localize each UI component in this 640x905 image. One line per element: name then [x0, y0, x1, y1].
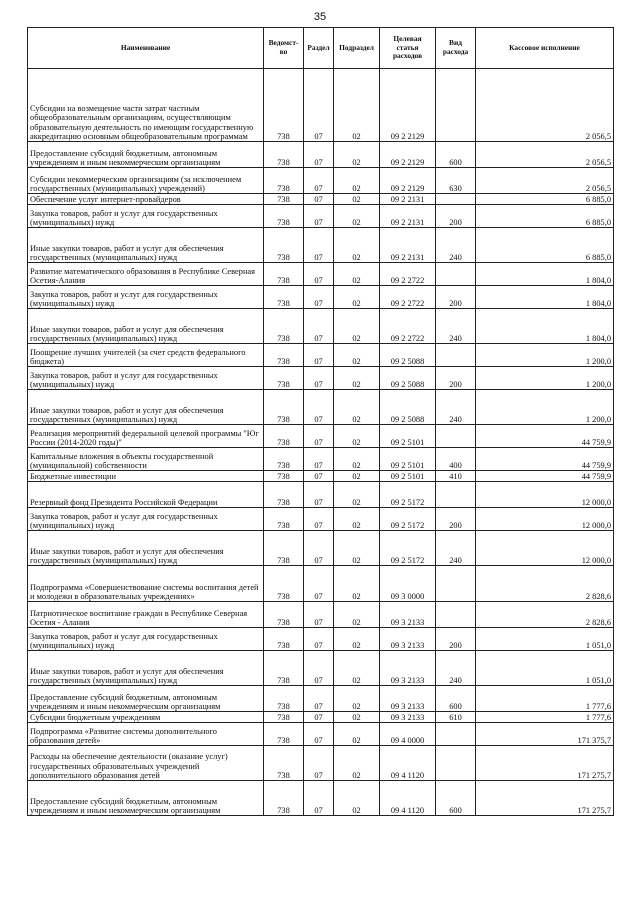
- row-section: 07: [304, 628, 334, 651]
- row-amount: 6 885,0: [476, 194, 614, 205]
- row-amount: 2 056,5: [476, 69, 614, 142]
- row-expense-type: 410: [436, 471, 476, 482]
- row-department: 738: [264, 531, 304, 566]
- row-expense-type: 200: [436, 286, 476, 309]
- row-department: 738: [264, 508, 304, 531]
- row-amount: 1 051,0: [476, 628, 614, 651]
- row-department: 738: [264, 602, 304, 628]
- row-expense-type: 200: [436, 367, 476, 390]
- row-amount: 2 056,5: [476, 142, 614, 168]
- row-expense-type: 240: [436, 390, 476, 425]
- row-department: 738: [264, 168, 304, 194]
- row-name: Иные закупки товаров, работ и услуг для обеспечения государственных (муниципальных) нужд: [28, 651, 264, 686]
- row-target-article: 09 2 5088: [380, 390, 436, 425]
- row-target-article: 09 2 5101: [380, 448, 436, 471]
- table-row: [28, 344, 614, 367]
- row-section: 07: [304, 228, 334, 263]
- row-subsection: 02: [334, 471, 380, 482]
- table-row: [28, 367, 614, 390]
- row-amount: 2 828,6: [476, 602, 614, 628]
- row-amount: 1 200,0: [476, 344, 614, 367]
- row-name: Субсидии бюджетным учреждениям: [28, 712, 264, 723]
- row-target-article: 09 2 2129: [380, 142, 436, 168]
- row-name: Обеспечение услуг интернет-провайдеров: [28, 194, 264, 205]
- row-department: 738: [264, 425, 304, 448]
- column-header-name: Наименование: [28, 28, 264, 69]
- row-name: Резервный фонд Президента Российской Федерации: [28, 482, 264, 508]
- row-amount: 44 759,9: [476, 471, 614, 482]
- row-section: 07: [304, 205, 334, 228]
- row-amount: 1 051,0: [476, 651, 614, 686]
- row-subsection: 02: [334, 309, 380, 344]
- row-target-article: 09 4 1120: [380, 746, 436, 781]
- row-name: Иные закупки товаров, работ и услуг для обеспечения государственных (муниципальных) нужд: [28, 309, 264, 344]
- row-target-article: 09 2 5172: [380, 482, 436, 508]
- row-subsection: 02: [334, 628, 380, 651]
- row-amount: 1 200,0: [476, 367, 614, 390]
- row-section: 07: [304, 602, 334, 628]
- row-section: 07: [304, 142, 334, 168]
- row-name: Предоставление субсидий бюджетным, автономным учреждениям и иным некоммерческим организациям: [28, 686, 264, 712]
- row-subsection: 02: [334, 712, 380, 723]
- row-section: 07: [304, 781, 334, 816]
- table-row: [28, 69, 614, 142]
- row-subsection: 02: [334, 602, 380, 628]
- row-target-article: 09 2 2131: [380, 194, 436, 205]
- row-expense-type: 240: [436, 228, 476, 263]
- row-name: Иные закупки товаров, работ и услуг для обеспечения государственных (муниципальных) нужд: [28, 228, 264, 263]
- row-name: Поощрение лучших учителей (за счет средств федерального бюджета): [28, 344, 264, 367]
- budget-table: [27, 27, 614, 816]
- table-row: [28, 566, 614, 602]
- row-name: Капитальные вложения в объекты государственной (муниципальной) собственности: [28, 448, 264, 471]
- row-expense-type: 240: [436, 531, 476, 566]
- table-row: [28, 448, 614, 471]
- row-target-article: 09 2 2129: [380, 168, 436, 194]
- row-target-article: 09 2 2722: [380, 286, 436, 309]
- table-row: [28, 508, 614, 531]
- row-name: Закупка товаров, работ и услуг для государственных (муниципальных) нужд: [28, 628, 264, 651]
- row-subsection: 02: [334, 781, 380, 816]
- row-amount: 6 885,0: [476, 228, 614, 263]
- row-department: 738: [264, 263, 304, 286]
- row-amount: 6 885,0: [476, 205, 614, 228]
- row-section: 07: [304, 367, 334, 390]
- row-amount: 171 375,7: [476, 723, 614, 746]
- row-target-article: 09 4 1120: [380, 781, 436, 816]
- table-row: [28, 471, 614, 482]
- row-name: Реализация мероприятий федеральной целевой программы "Юг России (2014-2020 годы)": [28, 425, 264, 448]
- row-expense-type: [436, 723, 476, 746]
- column-header-section: Раздел: [304, 28, 334, 69]
- row-name: Патриотическое воспитание граждан в Республике Северная Осетия - Алания: [28, 602, 264, 628]
- row-name: Бюджетные инвестиции: [28, 471, 264, 482]
- row-expense-type: 200: [436, 628, 476, 651]
- row-amount: 2 056,5: [476, 168, 614, 194]
- table-row: [28, 746, 614, 781]
- row-subsection: 02: [334, 168, 380, 194]
- row-name: Предоставление субсидий бюджетным, автономным учреждениям и иным некоммерческим организациям: [28, 142, 264, 168]
- row-amount: 1 804,0: [476, 309, 614, 344]
- row-expense-type: [436, 566, 476, 602]
- row-expense-type: [436, 482, 476, 508]
- table-row: [28, 781, 614, 816]
- row-expense-type: [436, 602, 476, 628]
- table-row: [28, 142, 614, 168]
- table-header-row: [28, 28, 614, 69]
- row-name: Иные закупки товаров, работ и услуг для обеспечения государственных (муниципальных) нужд: [28, 531, 264, 566]
- row-subsection: 02: [334, 390, 380, 425]
- table-row: [28, 390, 614, 425]
- row-subsection: 02: [334, 194, 380, 205]
- row-target-article: 09 2 5101: [380, 471, 436, 482]
- row-target-article: 09 3 2133: [380, 628, 436, 651]
- row-amount: 12 000,0: [476, 531, 614, 566]
- row-amount: 2 828,6: [476, 566, 614, 602]
- row-target-article: 09 2 5172: [380, 531, 436, 566]
- row-section: 07: [304, 723, 334, 746]
- row-amount: 1 804,0: [476, 263, 614, 286]
- row-expense-type: 600: [436, 686, 476, 712]
- row-amount: 1 777,6: [476, 712, 614, 723]
- row-target-article: 09 3 2133: [380, 686, 436, 712]
- row-department: 738: [264, 686, 304, 712]
- row-subsection: 02: [334, 508, 380, 531]
- row-department: 738: [264, 651, 304, 686]
- row-subsection: 02: [334, 286, 380, 309]
- row-section: 07: [304, 168, 334, 194]
- row-section: 07: [304, 686, 334, 712]
- row-name: Иные закупки товаров, работ и услуг для обеспечения государственных (муниципальных) нужд: [28, 390, 264, 425]
- row-department: 738: [264, 194, 304, 205]
- row-department: 738: [264, 566, 304, 602]
- table-row: [28, 686, 614, 712]
- row-name: Закупка товаров, работ и услуг для государственных (муниципальных) нужд: [28, 367, 264, 390]
- row-department: 738: [264, 69, 304, 142]
- table-row: [28, 263, 614, 286]
- row-expense-type: 600: [436, 781, 476, 816]
- row-section: 07: [304, 482, 334, 508]
- row-section: 07: [304, 390, 334, 425]
- row-subsection: 02: [334, 482, 380, 508]
- row-section: 07: [304, 651, 334, 686]
- row-target-article: 09 2 2131: [380, 205, 436, 228]
- row-target-article: 09 4 0000: [380, 723, 436, 746]
- row-amount: 44 759,9: [476, 448, 614, 471]
- row-expense-type: [436, 425, 476, 448]
- row-name: Субсидии некоммерческим организациям (за исключением государственных (муниципальных) учреждений): [28, 168, 264, 194]
- row-expense-type: 610: [436, 712, 476, 723]
- table-row: [28, 228, 614, 263]
- row-department: 738: [264, 482, 304, 508]
- row-subsection: 02: [334, 723, 380, 746]
- row-section: 07: [304, 471, 334, 482]
- row-department: 738: [264, 286, 304, 309]
- row-target-article: 09 3 2133: [380, 651, 436, 686]
- row-amount: 1 804,0: [476, 286, 614, 309]
- row-amount: 44 759,9: [476, 425, 614, 448]
- row-subsection: 02: [334, 344, 380, 367]
- table-row: [28, 723, 614, 746]
- row-department: 738: [264, 344, 304, 367]
- column-header-subsection: Подраздел: [334, 28, 380, 69]
- row-name: Расходы на обеспечение деятельности (оказание услуг) государственных образовательных учреждений дополнительного образования детей: [28, 746, 264, 781]
- table-row: [28, 168, 614, 194]
- row-expense-type: 200: [436, 205, 476, 228]
- table-row: [28, 425, 614, 448]
- table-row: [28, 309, 614, 344]
- table-row: [28, 194, 614, 205]
- row-expense-type: 630: [436, 168, 476, 194]
- row-name: Закупка товаров, работ и услуг для государственных (муниципальных) нужд: [28, 508, 264, 531]
- row-section: 07: [304, 508, 334, 531]
- row-expense-type: [436, 344, 476, 367]
- row-amount: 12 000,0: [476, 508, 614, 531]
- table-row: [28, 205, 614, 228]
- row-department: 738: [264, 367, 304, 390]
- row-expense-type: 200: [436, 508, 476, 531]
- row-target-article: 09 3 0000: [380, 566, 436, 602]
- row-target-article: 09 3 2133: [380, 602, 436, 628]
- row-amount: 171 275,7: [476, 746, 614, 781]
- row-expense-type: 240: [436, 309, 476, 344]
- table-body: [28, 69, 614, 816]
- row-expense-type: 600: [436, 142, 476, 168]
- row-amount: 1 777,6: [476, 686, 614, 712]
- row-name: Подпрограмма «Совершенствование системы воспитания детей и молодежи в образовательных учреждениях»: [28, 566, 264, 602]
- row-department: 738: [264, 142, 304, 168]
- row-expense-type: [436, 69, 476, 142]
- row-section: 07: [304, 263, 334, 286]
- row-amount: 1 200,0: [476, 390, 614, 425]
- row-name: Закупка товаров, работ и услуг для государственных (муниципальных) нужд: [28, 205, 264, 228]
- row-subsection: 02: [334, 566, 380, 602]
- row-subsection: 02: [334, 425, 380, 448]
- row-section: 07: [304, 286, 334, 309]
- row-section: 07: [304, 712, 334, 723]
- table-row: [28, 482, 614, 508]
- row-department: 738: [264, 746, 304, 781]
- row-department: 738: [264, 628, 304, 651]
- row-section: 07: [304, 746, 334, 781]
- row-section: 07: [304, 531, 334, 566]
- row-target-article: 09 2 5088: [380, 344, 436, 367]
- row-expense-type: 400: [436, 448, 476, 471]
- row-target-article: 09 2 2722: [380, 309, 436, 344]
- row-expense-type: [436, 746, 476, 781]
- row-department: 738: [264, 712, 304, 723]
- row-subsection: 02: [334, 367, 380, 390]
- row-target-article: 09 3 2133: [380, 712, 436, 723]
- row-section: 07: [304, 309, 334, 344]
- row-name: Закупка товаров, работ и услуг для государственных (муниципальных) нужд: [28, 286, 264, 309]
- table-row: [28, 712, 614, 723]
- row-name: Подпрограмма «Развитие системы дополнительного образования детей»: [28, 723, 264, 746]
- row-subsection: 02: [334, 531, 380, 566]
- table-row: [28, 602, 614, 628]
- row-subsection: 02: [334, 686, 380, 712]
- row-section: 07: [304, 425, 334, 448]
- row-subsection: 02: [334, 205, 380, 228]
- row-expense-type: [436, 263, 476, 286]
- table-row: [28, 651, 614, 686]
- row-name: Развитие математического образования в Республике Северная Осетия-Алания: [28, 263, 264, 286]
- row-department: 738: [264, 471, 304, 482]
- row-name: Субсидии на возмещение части затрат частным общеобразовательным организациям, осуществляющим образовательную деятельность по имеющим государственную аккредитацию основным общеобразовательным программам: [28, 69, 264, 142]
- table-row: [28, 531, 614, 566]
- row-section: 07: [304, 194, 334, 205]
- column-header-cash-execution: Кассовое исполнение: [476, 28, 614, 69]
- row-department: 738: [264, 723, 304, 746]
- row-amount: 12 000,0: [476, 482, 614, 508]
- row-section: 07: [304, 448, 334, 471]
- row-department: 738: [264, 390, 304, 425]
- row-section: 07: [304, 566, 334, 602]
- row-target-article: 09 2 2131: [380, 228, 436, 263]
- column-header-expense-type: Вид расхода: [436, 28, 476, 69]
- row-expense-type: [436, 194, 476, 205]
- row-amount: 171 275,7: [476, 781, 614, 816]
- row-subsection: 02: [334, 746, 380, 781]
- table-row: [28, 286, 614, 309]
- row-name: Предоставление субсидий бюджетным, автономным учреждениям и иным некоммерческим организациям: [28, 781, 264, 816]
- row-subsection: 02: [334, 448, 380, 471]
- row-target-article: 09 2 2722: [380, 263, 436, 286]
- row-section: 07: [304, 344, 334, 367]
- row-department: 738: [264, 448, 304, 471]
- row-target-article: 09 2 2129: [380, 69, 436, 142]
- row-section: 07: [304, 69, 334, 142]
- row-subsection: 02: [334, 228, 380, 263]
- row-subsection: 02: [334, 69, 380, 142]
- row-target-article: 09 2 5088: [380, 367, 436, 390]
- row-subsection: 02: [334, 651, 380, 686]
- row-subsection: 02: [334, 142, 380, 168]
- row-target-article: 09 2 5101: [380, 425, 436, 448]
- column-header-target-article: Целевая статья расходов: [380, 28, 436, 69]
- row-department: 738: [264, 205, 304, 228]
- row-department: 738: [264, 309, 304, 344]
- column-header-department: Ведомст-во: [264, 28, 304, 69]
- row-target-article: 09 2 5172: [380, 508, 436, 531]
- row-expense-type: 240: [436, 651, 476, 686]
- page-number: 35: [313, 11, 327, 23]
- table-row: [28, 628, 614, 651]
- row-department: 738: [264, 228, 304, 263]
- row-department: 738: [264, 781, 304, 816]
- row-subsection: 02: [334, 263, 380, 286]
